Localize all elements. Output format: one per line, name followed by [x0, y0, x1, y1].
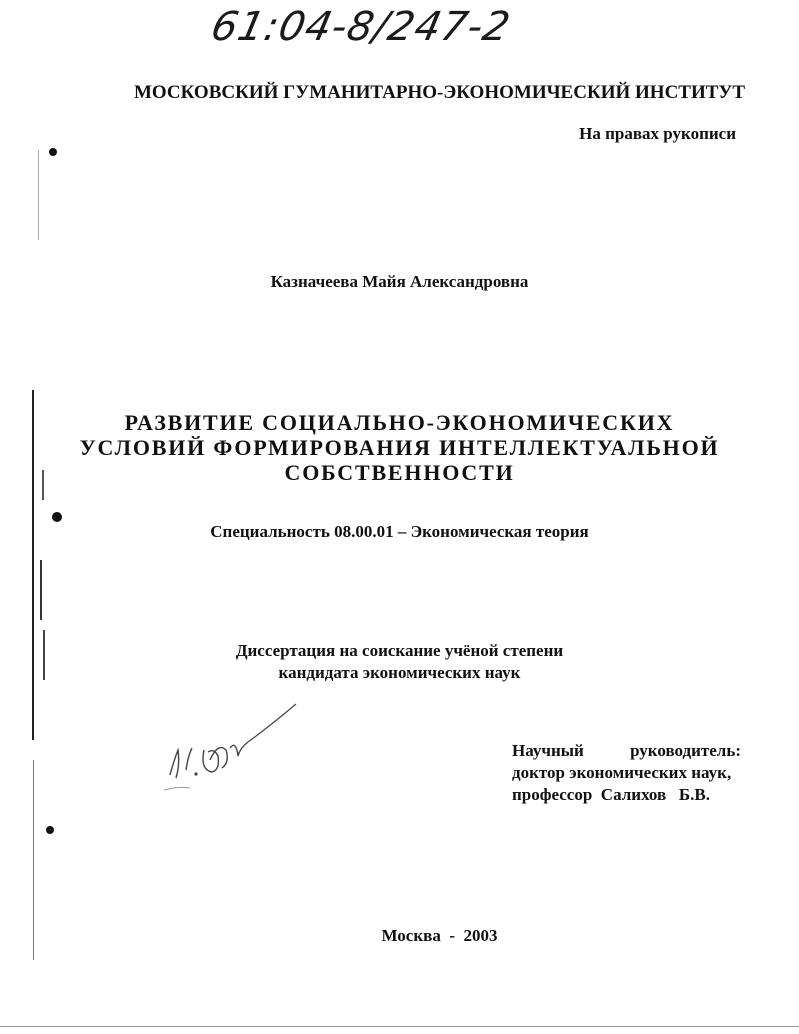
handwritten-signature	[160, 690, 310, 800]
manuscript-rights-note: На правах рукописи	[579, 124, 736, 143]
scan-mark	[0, 1026, 799, 1027]
binding-hole-dot	[46, 826, 54, 834]
binding-hole-dot	[52, 512, 62, 522]
supervisor-label	[512, 740, 741, 762]
degree-line-2: кандидата экономических наук	[278, 663, 521, 682]
author-name: Казначеева Майя Александровна	[270, 272, 529, 291]
dissertation-title	[0, 410, 799, 485]
archive-code: 61:04-8/247-2	[207, 4, 515, 50]
title-line-2: УСЛОВИЙ ФОРМИРОВАНИЯ ИНТЕЛЛЕКТУАЛЬНОЙ	[79, 435, 720, 460]
binding-edge-line	[38, 150, 39, 240]
binding-hole-dot	[49, 148, 57, 156]
binding-edge-line	[33, 760, 34, 960]
degree-statement	[0, 640, 799, 684]
supervisor-label-word2: руководитель:	[630, 741, 741, 760]
supervisor-name: профессор Салихов Б.В.	[512, 785, 711, 804]
degree-line-1: Диссертация на соискание учёной степени	[235, 641, 564, 660]
title-line-1: РАЗВИТИЕ СОЦИАЛЬНО-ЭКОНОМИЧЕСКИХ	[124, 410, 675, 435]
city-year: Москва - 2003	[381, 926, 498, 945]
institute-name: МОСКОВСКИЙ ГУМАНИТАРНО-ЭКОНОМИЧЕСКИЙ ИНСТИТУТ	[133, 82, 746, 103]
scientific-supervisor	[512, 740, 741, 806]
scan-mark	[40, 560, 42, 620]
supervisor-label-word1: Научный	[512, 741, 584, 760]
title-line-3: СОБСТВЕННОСТИ	[284, 460, 515, 485]
supervisor-degree: доктор экономических наук,	[512, 763, 732, 782]
specialty-line: Специальность 08.00.01 – Экономическая теория	[210, 522, 589, 541]
